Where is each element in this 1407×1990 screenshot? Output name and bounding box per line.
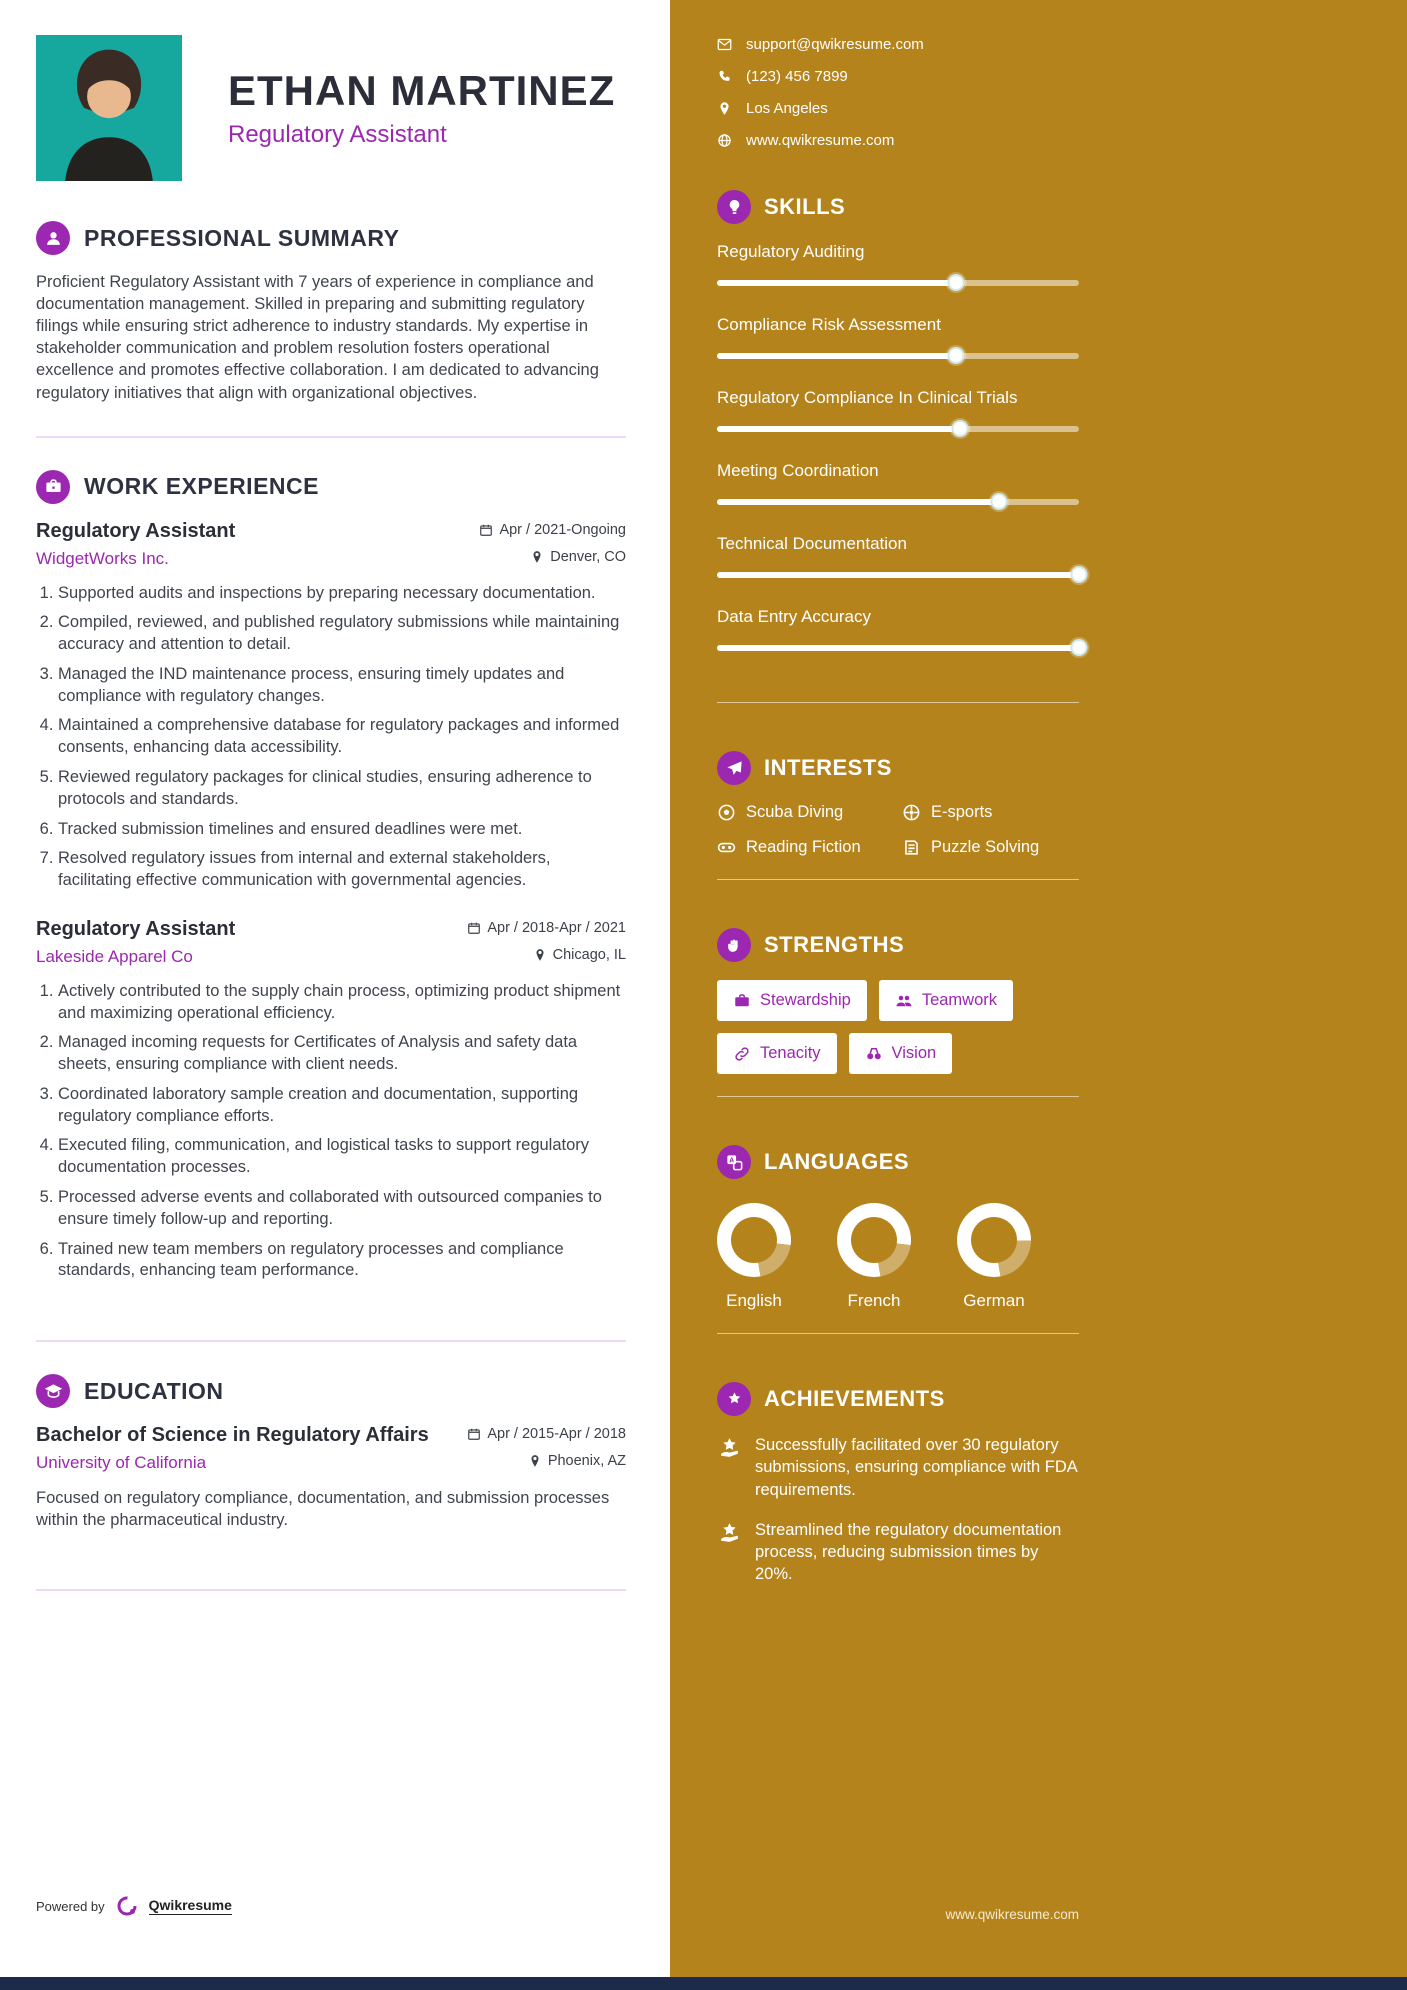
job-title: Regulatory Assistant [36,519,236,542]
bottom-accent-bar [0,1977,1407,1990]
sidebar [670,0,1407,1990]
job-bullet: 5. Reviewed regulatory packages for clinical studies, ensuring adherence to protocols and standards. [58,767,626,811]
job-bullet: 3. Coordinated laboratory sample creation and documentation, supporting regulatory compliance efforts. [58,1084,626,1128]
pin-icon [528,1454,542,1468]
skill-slider[interactable] [717,639,1079,656]
summary-heading: PROFESSIONAL SUMMARY [84,224,400,251]
sidebar-divider [717,702,1079,703]
graduation-cap-icon [36,1374,70,1408]
slider-handle [947,274,964,291]
slider-handle [1071,639,1088,656]
language-donut-chart [717,1203,791,1277]
education-dates: Apr / 2015-Apr / 2018 [467,1426,626,1442]
strengths-section-head [717,928,1079,962]
education-location: Phoenix, AZ [528,1453,626,1469]
slider-handle [991,493,1008,510]
experience-section [36,470,626,1308]
skills-section-head [717,190,1079,224]
skill-slider[interactable] [717,347,1079,364]
job-title: Regulatory Assistant [36,917,236,940]
school-name: University of California [36,1453,207,1473]
job-bullet: 3. Managed the IND maintenance process, ensuring timely updates and compliance with regulatory changes. [58,664,626,708]
job-dates: Apr / 2018-Apr / 2021 [467,920,626,936]
achievement-star-icon [717,1521,742,1546]
pin-icon [533,948,547,962]
strengths-list [717,980,1079,1074]
powered-by-label: Powered by [36,1898,105,1914]
main-column [0,0,670,1990]
strengths-heading: STRENGTHS [764,932,905,957]
profile-photo [36,35,182,181]
phone-icon [717,69,732,84]
interests-list [717,803,1079,857]
translate-icon [717,1145,751,1179]
puzzle-solving-icon [902,838,921,857]
job-bullets [36,981,626,1282]
reading-fiction-icon [717,838,736,857]
job-dates: Apr / 2021-Ongoing [479,522,626,538]
achievement-star-icon [717,1436,742,1461]
interest-item: Reading Fiction [717,838,894,857]
briefcase-icon [36,470,70,504]
contact-location[interactable]: Los Angeles [717,100,1079,117]
section-divider [36,1340,626,1342]
lightbulb-icon [717,190,751,224]
pin-icon [530,550,544,564]
team-icon [895,992,913,1010]
sidebar-website-footer: www.qwikresume.com [945,1907,1079,1922]
slider-handle [1071,566,1088,583]
job-bullet: 1. Supported audits and inspections by preparing necessary documentation. [58,583,626,605]
paper-plane-icon [717,751,751,785]
strength-chip: Stewardship [717,980,867,1021]
job-company: WidgetWorks Inc. [36,548,169,568]
job-company: Lakeside Apparel Co [36,946,193,966]
calendar-icon [467,1427,481,1441]
location-icon [717,101,732,116]
interests-section-head [717,751,1079,785]
strength-chip: Teamwork [879,980,1013,1021]
job-bullet: 5. Processed adverse events and collaborated with outsourced companies to ensure timely follow-up and reporting. [58,1187,626,1231]
job-entry [36,520,626,892]
job-bullet: 4. Maintained a comprehensive database for regulatory packages and informed consents, enhancing data accessibility. [58,715,626,759]
degree-name: Bachelor of Science in Regulatory Affairs [36,1424,429,1447]
skill-item: Regulatory Compliance In Clinical Trials [717,388,1079,437]
education-description: Focused on regulatory compliance, documentation, and submission processes within the pharmaceutical industry. [36,1489,610,1530]
experience-heading: WORK EXPERIENCE [84,473,319,500]
education-heading: EDUCATION [84,1377,224,1404]
calendar-icon [479,523,493,537]
language-donut-chart [837,1203,911,1277]
interest-item: E-sports [902,803,1079,822]
job-bullet: 2. Compiled, reviewed, and published regulatory submissions while maintaining accuracy and attention to detail. [58,612,626,656]
job-bullet: 6. Trained new team members on regulatory processes and compliance standards, enhancing team performance. [58,1239,626,1283]
languages-heading: LANGUAGES [764,1149,910,1174]
job-bullet: 7. Resolved regulatory issues from internal and external stakeholders, facilitating effective communication with governmental agencies. [58,848,626,892]
calendar-icon [467,921,481,935]
briefcase-icon [733,992,751,1010]
strength-chip: Tenacity [717,1033,837,1074]
email-icon [717,37,732,52]
job-bullets [36,583,626,892]
job-location: Denver, CO [530,549,626,565]
skill-item: Compliance Risk Assessment [717,315,1079,364]
skill-slider[interactable] [717,420,1079,437]
esports-icon [902,803,921,822]
achievement-item: Streamlined the regulatory documentation process, reducing submission times by 20%. [717,1519,1079,1586]
skills-heading: SKILLS [764,194,846,219]
education-section [36,1374,626,1557]
skill-slider[interactable] [717,274,1079,291]
section-divider [36,1589,626,1591]
job-entry [36,918,626,1282]
sidebar-divider [717,1333,1079,1334]
slider-handle [947,347,964,364]
language-item: German [957,1203,1031,1311]
scuba-diving-icon [717,803,736,822]
skill-item: Regulatory Auditing [717,242,1079,291]
language-donut-chart [957,1203,1031,1277]
candidate-name: ETHAN MARTINEZ [228,67,616,114]
summary-section [36,221,626,404]
resume-header [36,35,626,181]
job-bullet: 1. Actively contributed to the supply chain process, optimizing product shipment and maximizing operational efficiency. [58,981,626,1025]
job-location: Chicago, IL [533,947,626,963]
languages-section-head [717,1145,1079,1179]
skill-item: Technical Documentation [717,534,1079,583]
trophy-icon [717,1382,751,1416]
link-icon [733,1045,751,1063]
fist-icon [717,928,751,962]
sidebar-divider [717,879,1079,880]
section-divider [36,436,626,438]
interests-heading: INTERESTS [764,755,892,780]
skill-slider[interactable] [717,566,1079,583]
interest-item: Scuba Diving [717,803,894,822]
languages-list [717,1203,1079,1311]
summary-text: Proficient Regulatory Assistant with 7 years of experience in compliance and documentation management. Skilled in preparing and submitting regulatory filings while ensuring strict adherence to industry standards. My expertise in stakeholder communication and problem resolution fosters operational excellence and promotes effective collaboration. I am dedicated to advancing regulatory initiatives that align with organizational objectives. [36,273,599,402]
qwikresume-brand-link[interactable]: Qwikresume [148,1897,232,1913]
skill-item: Meeting Coordination [717,461,1079,510]
job-bullet: 6. Tracked submission timelines and ensured deadlines were met. [58,819,626,841]
binoculars-icon [865,1045,883,1063]
contact-email[interactable]: support@qwikresume.com [717,36,1079,53]
globe-icon [717,133,732,148]
sidebar-divider [717,1096,1079,1097]
contact-phone[interactable]: (123) 456 7899 [717,68,1079,85]
powered-by-footer [36,1894,626,1918]
candidate-title: Regulatory Assistant [228,121,447,149]
achievements-section-head [717,1382,1079,1416]
interest-item: Puzzle Solving [902,838,1079,857]
person-icon [36,221,70,255]
svg-text:A: A [728,1156,734,1164]
slider-handle [951,420,968,437]
job-bullet: 2. Managed incoming requests for Certificates of Analysis and safety data sheets, ensuring compliance with client needs. [58,1032,626,1076]
contact-block [717,36,1079,164]
contact-website[interactable]: www.qwikresume.com [717,132,1079,149]
skill-item: Data Entry Accuracy [717,607,1079,656]
achievement-item: Successfully facilitated over 30 regulatory submissions, ensuring compliance with FDA requirements. [717,1434,1079,1501]
skill-slider[interactable] [717,493,1079,510]
strength-chip: Vision [849,1033,953,1074]
achievements-heading: ACHIEVEMENTS [764,1386,945,1411]
language-item: English [717,1203,791,1311]
language-item: French [837,1203,911,1311]
job-bullet: 4. Executed filing, communication, and logistical tasks to support regulatory documentation processes. [58,1135,626,1179]
profile-photo-illustration [36,35,182,181]
qwikresume-logo-icon [115,1894,139,1918]
